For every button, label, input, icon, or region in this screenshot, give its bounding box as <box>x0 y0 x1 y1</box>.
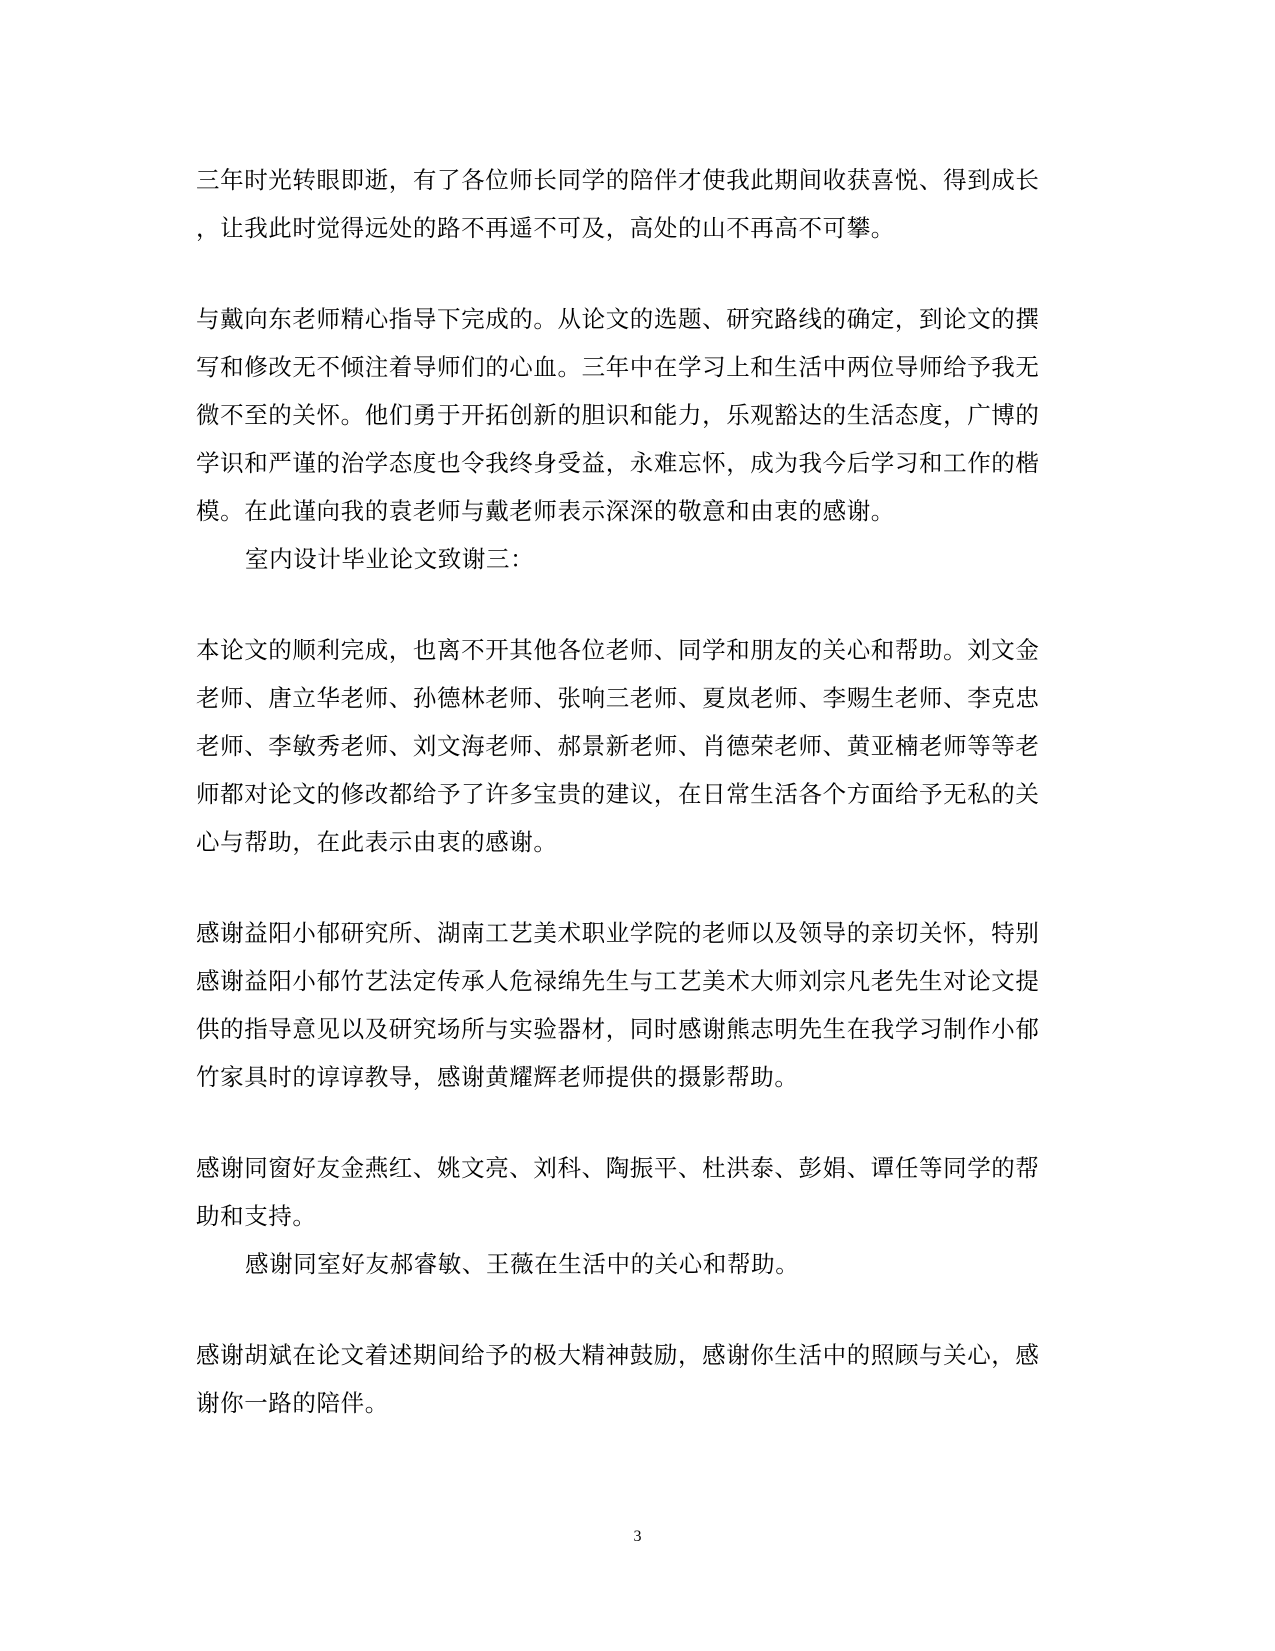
text-line: 写和修改无不倾注着导师们的心血。三年中在学习上和生活中两位导师给予我无 <box>196 353 1040 381</box>
text-line: 感谢益阳小郁竹艺法定传承人危禄绵先生与工艺美术大师刘宗凡老先生对论文提 <box>196 967 1040 995</box>
text-line: 心与帮助，在此表示由衷的感谢。 <box>196 828 558 856</box>
text-line: 谢你一路的陪伴。 <box>196 1389 389 1417</box>
text-line: 微不至的关怀。他们勇于开拓创新的胆识和能力，乐观豁达的生活态度，广博的 <box>196 401 1040 429</box>
text-line: 助和支持。 <box>196 1202 317 1230</box>
text-line: 模。在此谨向我的袁老师与戴老师表示深深的敬意和由衷的感谢。 <box>196 497 895 525</box>
page-number: 3 <box>633 1528 642 1545</box>
text-line: 竹家具时的谆谆教导，感谢黄耀辉老师提供的摄影帮助。 <box>196 1063 799 1091</box>
text-line: 老师、李敏秀老师、刘文海老师、郝景新老师、肖德荣老师、黄亚楠老师等等老 <box>196 732 1040 760</box>
text-line: 供的指导意见以及研究场所与实验器材，同时感谢熊志明先生在我学习制作小郁 <box>196 1015 1040 1043</box>
text-line: 师都对论文的修改都给予了许多宝贵的建议，在日常生活各个方面给予无私的关 <box>196 780 1040 808</box>
section-heading: 室内设计毕业论文致谢三： <box>245 545 535 573</box>
text-line: 感谢同室好友郝睿敏、王薇在生活中的关心和帮助。 <box>245 1250 800 1278</box>
text-line: ，让我此时觉得远处的路不再遥不可及，高处的山不再高不可攀。 <box>196 214 895 242</box>
text-line: 本论文的顺利完成，也离不开其他各位老师、同学和朋友的关心和帮助。刘文金 <box>196 636 1040 664</box>
text-line: 感谢胡斌在论文着述期间给予的极大精神鼓励，感谢你生活中的照顾与关心，感 <box>196 1341 1040 1369</box>
text-line: 感谢同窗好友金燕红、姚文亮、刘科、陶振平、杜洪泰、彭娟、谭任等同学的帮 <box>196 1154 1040 1182</box>
text-line: 老师、唐立华老师、孙德林老师、张响三老师、夏岚老师、李赐生老师、李克忠 <box>196 684 1040 712</box>
text-line: 感谢益阳小郁研究所、湖南工艺美术职业学院的老师以及领导的亲切关怀，特别 <box>196 919 1040 947</box>
text-line: 与戴向东老师精心指导下完成的。从论文的选题、研究路线的确定，到论文的撰 <box>196 305 1040 333</box>
text-line: 三年时光转眼即逝，有了各位师长同学的陪伴才使我此期间收获喜悦、得到成长 <box>196 166 1040 194</box>
text-line: 学识和严谨的治学态度也令我终身受益，永难忘怀，成为我今后学习和工作的楷 <box>196 449 1040 477</box>
